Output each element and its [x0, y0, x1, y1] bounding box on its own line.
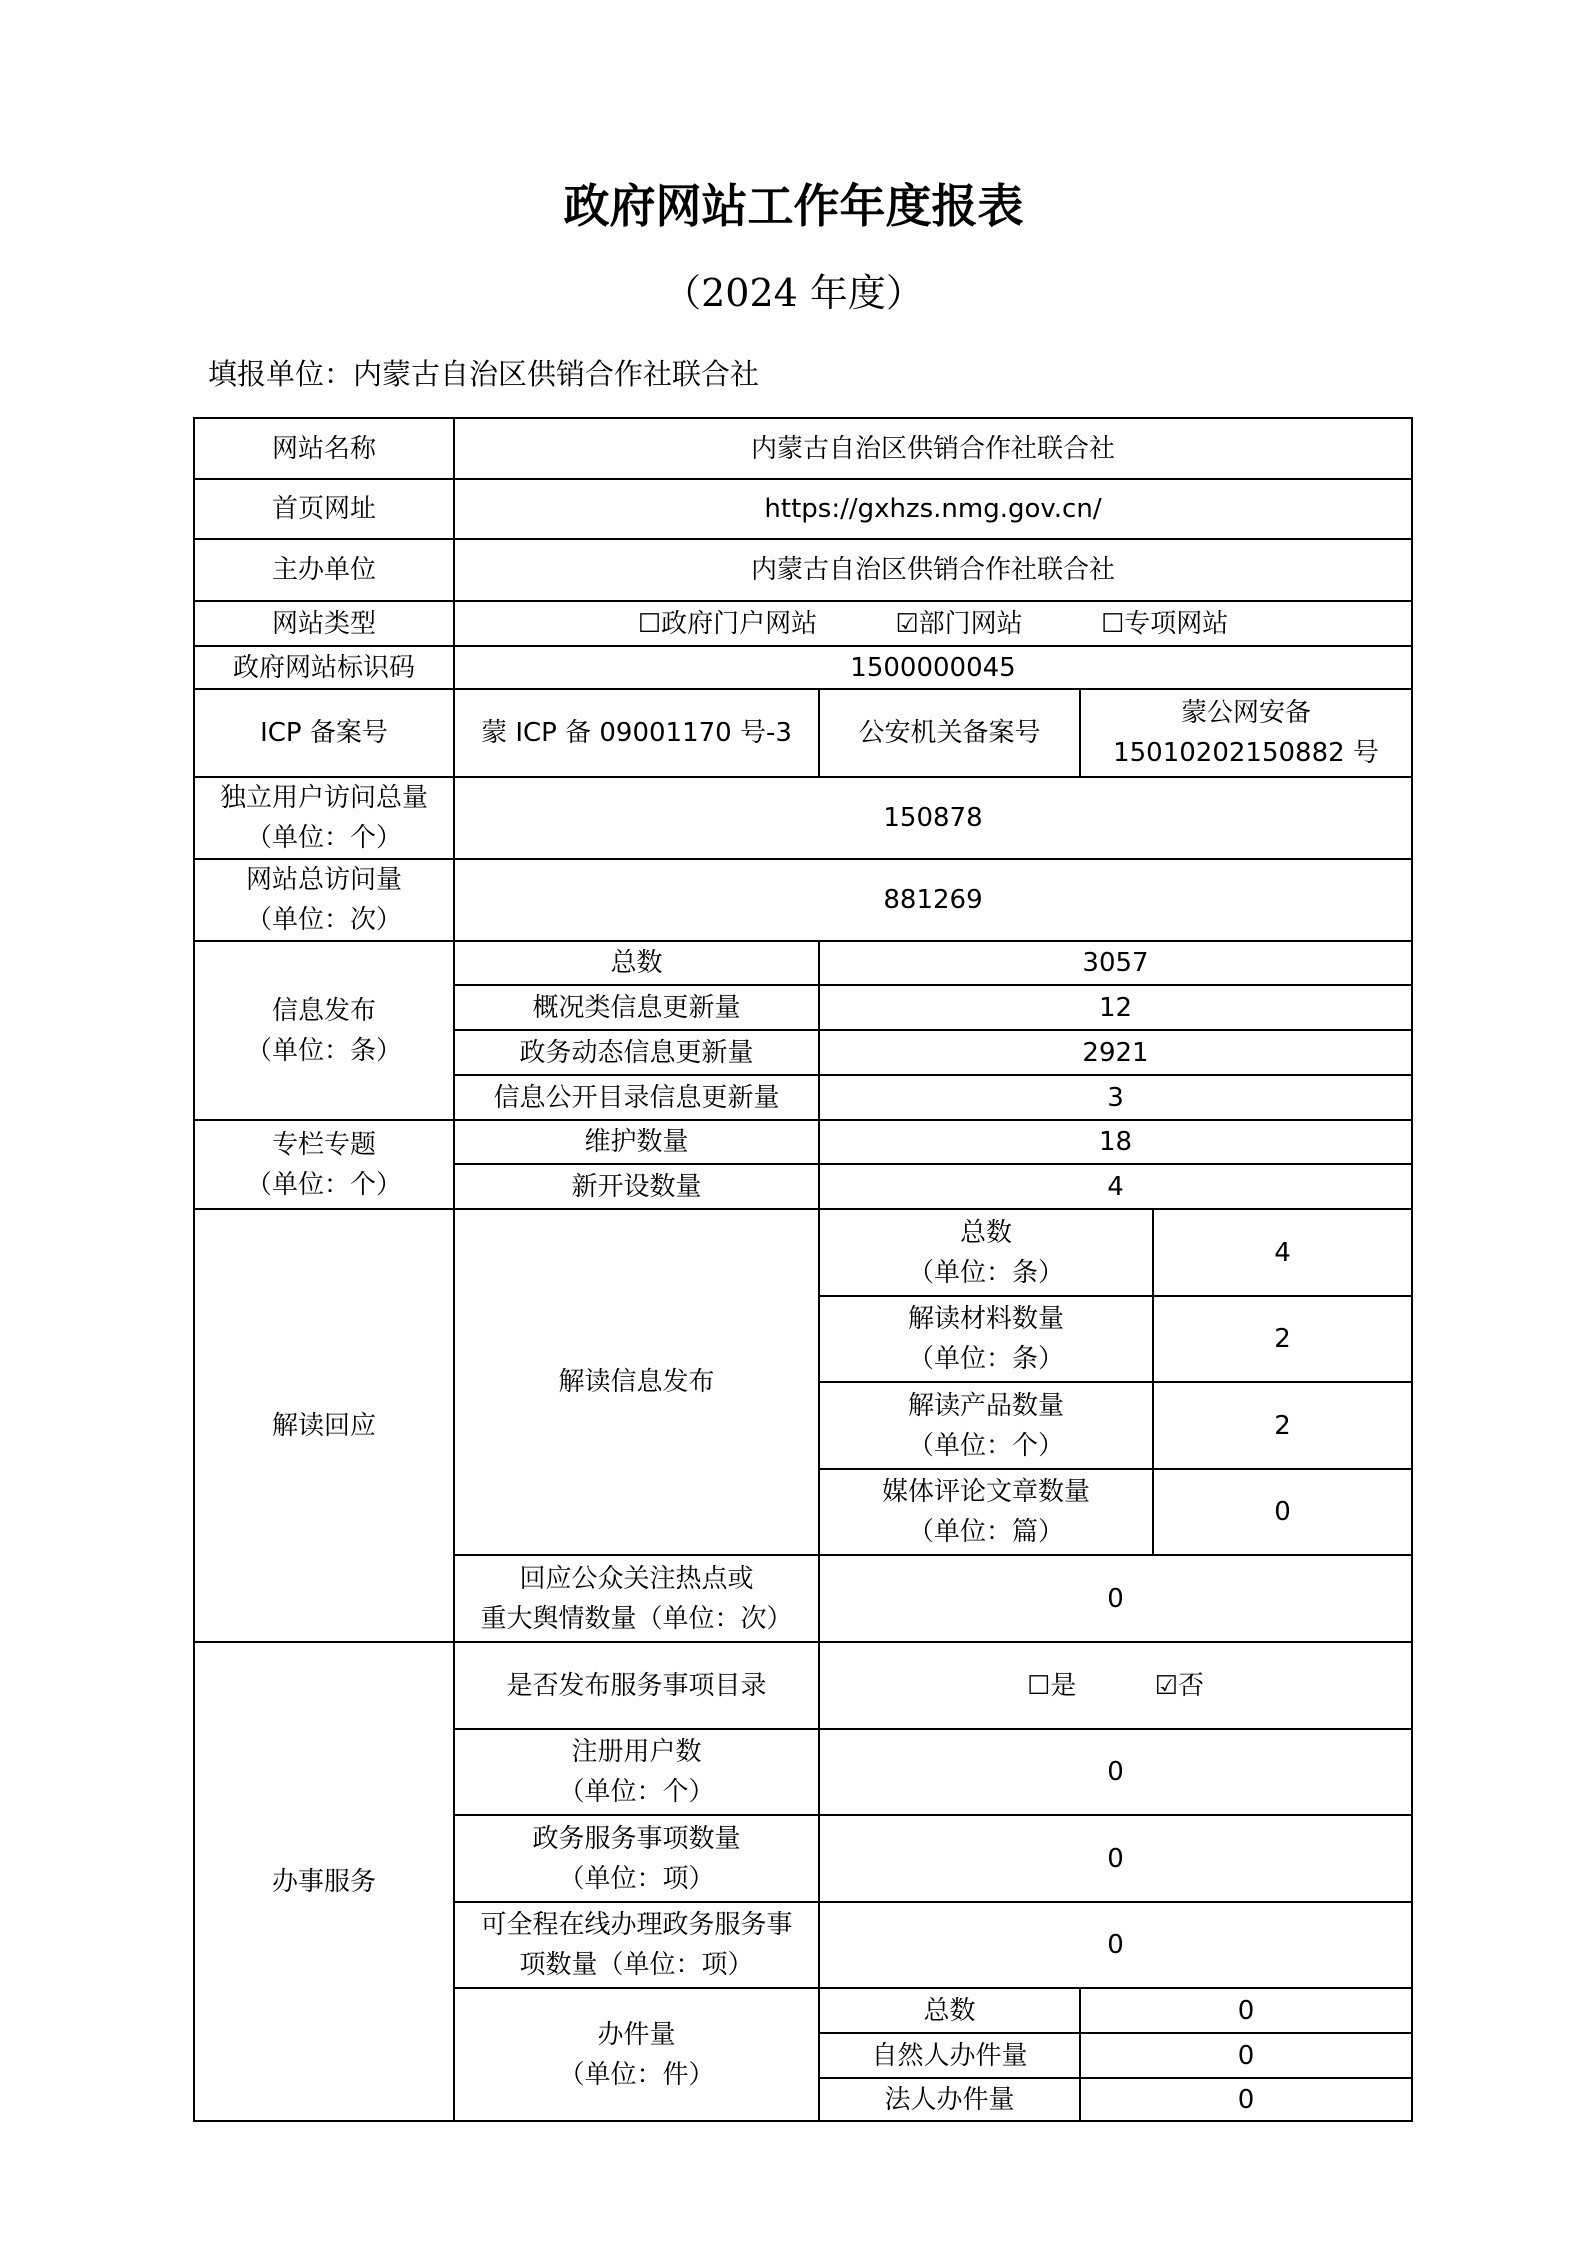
label-line: 回应公众关注热点或	[519, 1563, 754, 1594]
label-unit: （单位：个）	[907, 1430, 1064, 1461]
label-cell: 维护数量	[454, 1120, 819, 1164]
police-record-line: 15010202150882 号	[1113, 738, 1379, 768]
label-cell: 公安机关备案号	[819, 689, 1080, 777]
label-cell: 概况类信息更新量	[454, 985, 819, 1030]
label-line: 媒体评论文章数量	[881, 1477, 1090, 1507]
value-cell: 4	[819, 1164, 1412, 1209]
homepage-url: https://gxhzs.nmg.gov.cn/	[454, 479, 1412, 539]
label-cell: 政务动态信息更新量	[454, 1030, 819, 1075]
label-cell	[454, 1902, 819, 1988]
label-cell: 自然人办件量	[819, 2033, 1080, 2078]
value-cell: 0	[1153, 1469, 1412, 1555]
option-label: 否	[1177, 1670, 1204, 1701]
label-cell	[819, 1209, 1153, 1296]
table-row	[194, 777, 1412, 859]
police-record-line: 蒙公网安备	[1181, 698, 1312, 728]
value-cell: 内蒙古自治区供销合作社联合社	[454, 418, 1412, 479]
label-line: 注册用户数	[571, 1737, 702, 1767]
page-title: 政府网站工作年度报表	[563, 179, 1024, 233]
label-unit: （单位：次）	[245, 905, 402, 935]
label-cell: 网站名称	[194, 418, 454, 479]
value-cell: 2	[1153, 1296, 1412, 1382]
label-cell: 总数	[819, 1988, 1080, 2033]
catalog-options	[819, 1642, 1412, 1729]
label-unit: （单位：个）	[245, 823, 402, 853]
label-cell	[194, 1120, 454, 1209]
label-cell: 政府网站标识码	[194, 646, 454, 689]
value-cell	[1080, 689, 1412, 777]
label-unit: （单位：条）	[907, 1344, 1064, 1374]
label-unit: （单位：件）	[558, 2059, 715, 2090]
label-line: 专栏专题	[271, 1129, 376, 1160]
checkbox-unchecked-icon: ☐	[637, 608, 662, 639]
label-cell	[819, 1296, 1153, 1382]
label-cell	[194, 941, 454, 1120]
table-row	[194, 601, 1412, 646]
option-label: 政府门户网站	[661, 608, 818, 639]
table-row	[194, 479, 1412, 539]
value-cell: 0	[819, 1555, 1412, 1642]
value-cell: 3	[819, 1075, 1412, 1120]
label-cell	[194, 859, 454, 941]
label-cell: 办事服务	[194, 1642, 454, 2121]
label-line: 独立用户访问总量	[219, 783, 428, 813]
report-year: （2024 年度）	[663, 271, 924, 315]
table-row	[194, 1209, 1412, 1296]
option-label: 专项网站	[1124, 608, 1229, 639]
value-cell: 18	[819, 1120, 1412, 1164]
value-cell: 0	[819, 1729, 1412, 1815]
label-cell: 解读信息发布	[454, 1209, 819, 1555]
table-row	[194, 418, 1412, 479]
value-cell: 2	[1153, 1382, 1412, 1469]
label-unit: （单位：项）	[558, 1863, 715, 1894]
value-cell: 0	[1080, 2033, 1412, 2078]
label-cell: ICP 备案号	[194, 689, 454, 777]
table-row	[194, 859, 1412, 941]
label-unit: （单位：篇）	[907, 1517, 1064, 1547]
label-cell: 主办单位	[194, 539, 454, 601]
checkbox-unchecked-icon: ☐	[1100, 608, 1125, 639]
label-line: 解读材料数量	[907, 1304, 1064, 1334]
label-line: 信息发布	[271, 995, 376, 1026]
label-cell	[819, 1469, 1153, 1555]
checkbox-checked-icon: ☑	[895, 608, 919, 639]
value-cell: 150878	[454, 777, 1412, 859]
checkbox-gov-portal	[638, 609, 817, 639]
label-cell: 是否发布服务事项目录	[454, 1642, 819, 1729]
label-unit: （单位：条）	[907, 1257, 1064, 1288]
label-line: 政务服务事项数量	[532, 1823, 741, 1854]
site-type-options	[454, 601, 1412, 646]
label-line: 解读产品数量	[907, 1390, 1064, 1421]
value-cell: 内蒙古自治区供销合作社联合社	[454, 539, 1412, 601]
value-cell: 0	[819, 1815, 1412, 1902]
option-label: 是	[1050, 1670, 1077, 1701]
table-row	[194, 689, 1412, 777]
label-unit: （单位：条）	[245, 1035, 402, 1066]
label-cell: 新开设数量	[454, 1164, 819, 1209]
label-line: 重大舆情数量（单位：次）	[480, 1603, 793, 1634]
label-line: 总数	[959, 1217, 1012, 1248]
value-cell: 0	[1080, 2078, 1412, 2121]
label-unit: （单位：个）	[558, 1777, 715, 1807]
checkbox-unchecked-icon: ☐	[1027, 1670, 1051, 1701]
option-label: 部门网站	[918, 608, 1023, 639]
value-cell: 2921	[819, 1030, 1412, 1075]
filling-unit: 填报单位：内蒙古自治区供销合作社联合社	[208, 357, 760, 391]
label-unit: （单位：个）	[245, 1169, 402, 1200]
label-cell: 网站类型	[194, 601, 454, 646]
label-line: 网站总访问量	[245, 865, 402, 895]
table-row	[194, 941, 1412, 985]
label-cell	[454, 1988, 819, 2121]
label-cell	[454, 1555, 819, 1642]
value-cell: 1500000045	[454, 646, 1412, 689]
value-cell: 12	[819, 985, 1412, 1030]
label-cell: 信息公开目录信息更新量	[454, 1075, 819, 1120]
table-row	[194, 539, 1412, 601]
label-line: 办件量	[597, 2019, 676, 2050]
label-cell	[819, 1382, 1153, 1469]
label-cell: 总数	[454, 941, 819, 985]
checkbox-special	[1101, 609, 1228, 639]
value-cell: 4	[1153, 1209, 1412, 1296]
checkbox-no	[1155, 1671, 1204, 1701]
value-cell: 0	[819, 1902, 1412, 1988]
label-cell	[454, 1729, 819, 1815]
table-row	[194, 1120, 1412, 1164]
label-cell: 解读回应	[194, 1209, 454, 1642]
label-cell: 法人办件量	[819, 2078, 1080, 2121]
label-line: 项数量（单位：项）	[519, 1950, 754, 1980]
value-cell: 3057	[819, 941, 1412, 985]
value-cell: 蒙 ICP 备 09001170 号-3	[454, 689, 819, 777]
value-cell: 881269	[454, 859, 1412, 941]
checkbox-checked-icon: ☑	[1154, 1670, 1178, 1701]
label-line: 可全程在线办理政务服务事	[480, 1910, 793, 1940]
report-table	[193, 417, 1413, 2122]
checkbox-department	[895, 609, 1022, 639]
table-row	[194, 1642, 1412, 1729]
table-row	[194, 646, 1412, 689]
checkbox-yes	[1027, 1671, 1076, 1701]
label-cell	[194, 777, 454, 859]
label-cell: 首页网址	[194, 479, 454, 539]
label-cell	[454, 1815, 819, 1902]
value-cell: 0	[1080, 1988, 1412, 2033]
